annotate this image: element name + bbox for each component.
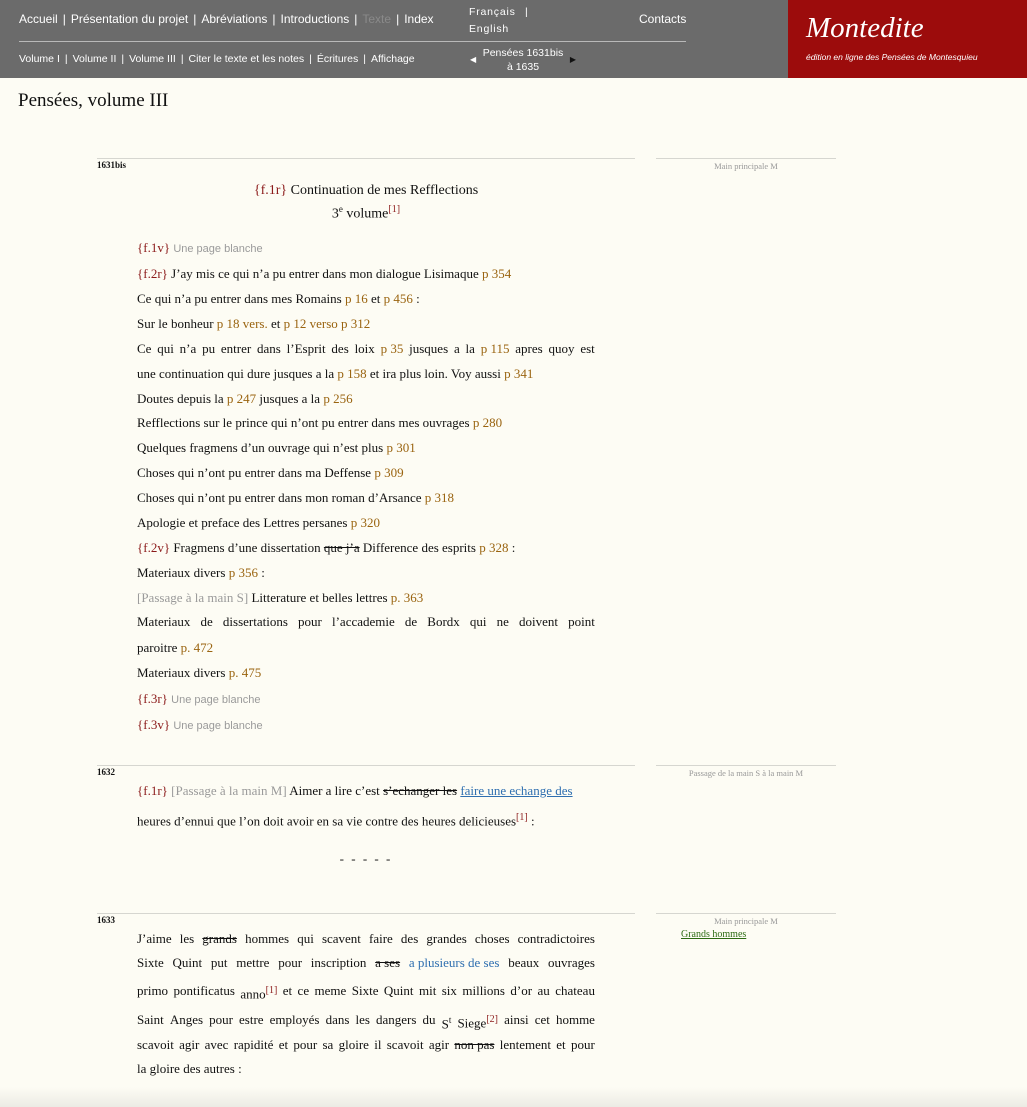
- line-text: et ira plus loin. Voy aussi: [366, 366, 505, 381]
- text-line: [137, 590, 595, 606]
- text-line: [137, 316, 595, 332]
- word: d’or: [510, 983, 533, 998]
- nav-volume-1[interactable]: Volume I: [19, 53, 60, 65]
- word: Bordx: [427, 614, 460, 629]
- line-text: jusques a la: [256, 391, 324, 406]
- nav-citer[interactable]: Citer le texte et les notes: [188, 53, 305, 65]
- line-text: J’ay mis ce qui n’a pu entrer dans mon dialogue Lisimaque: [171, 266, 482, 281]
- text-line: [137, 490, 595, 506]
- text-line: [137, 266, 595, 282]
- subtitle-text: volume: [342, 206, 389, 222]
- word: dissertations: [222, 614, 288, 629]
- entry-1633: [97, 913, 836, 1083]
- nav-texte-current: Texte: [362, 12, 392, 26]
- text-line: [137, 515, 595, 531]
- word: de: [404, 614, 418, 629]
- word: l’Esprit: [286, 341, 326, 356]
- folio-link[interactable]: {f.3r}: [137, 691, 168, 706]
- brand-logo[interactable]: Montedite: [806, 12, 924, 44]
- word: avec: [204, 1037, 229, 1052]
- page-ref-link[interactable]: p 12 verso: [283, 316, 338, 331]
- page-ref-link[interactable]: p. 363: [390, 590, 424, 605]
- nav-volume-2[interactable]: Volume II: [72, 53, 117, 65]
- line-text: :: [527, 813, 535, 829]
- word: millions: [462, 983, 505, 998]
- entry-1631bis: [97, 158, 836, 738]
- word-with-note: [457, 1012, 498, 1032]
- word: pour: [278, 955, 303, 970]
- word: S: [441, 1016, 449, 1032]
- subtitle-sup: e: [338, 204, 343, 214]
- deleted-text: grands: [202, 931, 237, 946]
- line-text: :: [257, 565, 265, 580]
- hand-note: Passage de la main S à la main M: [688, 768, 804, 778]
- word: quoy: [548, 341, 575, 356]
- entry-1632: [97, 765, 836, 875]
- word: scavent: [321, 931, 361, 946]
- line-text: Fragmens d’une dissertation: [170, 540, 324, 555]
- word: agir: [179, 1037, 200, 1052]
- next-arrow-icon[interactable]: ▶: [569, 55, 576, 64]
- page-ref-link[interactable]: p 312: [341, 316, 371, 331]
- line-text: Refflections sur le prince qui n’ont pu entrer dans mes ouvrages: [137, 415, 473, 430]
- word: du: [422, 1012, 436, 1027]
- page-ref-link[interactable]: p 354: [481, 266, 512, 281]
- page-ref-link[interactable]: p 341: [504, 366, 534, 381]
- bottom-edge: [0, 1087, 1027, 1107]
- word: dangers: [376, 1012, 417, 1027]
- word: mettre: [236, 955, 270, 970]
- word: pour: [570, 1037, 595, 1052]
- word: meme: [314, 983, 347, 998]
- folio-link[interactable]: {f.1v}: [137, 240, 171, 255]
- text-line: [137, 1012, 595, 1032]
- page-ref-link[interactable]: p 309: [374, 465, 404, 480]
- title-text: Continuation de mes Refflections: [290, 183, 479, 198]
- word: de: [200, 614, 213, 629]
- section-subtitle: [97, 204, 635, 223]
- text-line: [137, 691, 595, 708]
- word: pontificatus: [173, 983, 235, 998]
- prev-arrow-icon[interactable]: ◀: [470, 55, 477, 64]
- line-text: Materiaux divers: [137, 665, 229, 680]
- line-text: Ce qui n’a pu entrer dans mes Romains: [137, 291, 345, 306]
- word: J’aime: [137, 931, 172, 946]
- word: au: [537, 983, 550, 998]
- folio-link[interactable]: {f.1r}: [253, 183, 288, 198]
- page-ref-link[interactable]: p 18 vers.: [216, 316, 268, 331]
- text-line: [137, 810, 595, 829]
- pager-range-line2: à 1635: [506, 61, 540, 73]
- text-line: [137, 366, 595, 382]
- word: estre: [239, 1012, 264, 1027]
- page-ref-link[interactable]: p 456: [383, 291, 413, 306]
- entry-divider: [97, 765, 635, 766]
- nav-separator: |: [62, 12, 66, 26]
- word: choses: [474, 931, 510, 946]
- text-line: [137, 783, 595, 799]
- hand-change-note: [Passage à la main S]: [137, 590, 249, 605]
- line-text: et: [367, 291, 384, 306]
- line-text: Sur le bonheur: [137, 316, 217, 331]
- line-text: paroitre: [137, 640, 181, 655]
- word: qui: [157, 341, 174, 356]
- word: dans: [325, 1012, 350, 1027]
- folio-link[interactable]: {f.1r}: [137, 783, 168, 798]
- page-ref-link[interactable]: p 256: [323, 391, 353, 406]
- lang-english[interactable]: English: [469, 23, 510, 35]
- text-line: [137, 717, 595, 734]
- word: scavoit: [386, 1037, 424, 1052]
- nav-accueil[interactable]: Accueil: [19, 12, 58, 26]
- page-ref-link[interactable]: p 158: [337, 366, 367, 381]
- word: les: [179, 931, 195, 946]
- word: mit: [418, 983, 437, 998]
- entry-divider: [97, 158, 635, 159]
- word: qui: [469, 614, 487, 629]
- word: a: [453, 341, 460, 356]
- word: agir: [428, 1037, 450, 1052]
- page-ref-link[interactable]: p 16: [344, 291, 368, 306]
- side-divider: [656, 158, 836, 159]
- line-text: Materiaux divers: [137, 565, 229, 580]
- hand-note: Main principale M: [714, 161, 778, 171]
- blank-page-note: Une page blanche: [173, 243, 263, 255]
- superscript: t: [448, 1015, 452, 1025]
- blank-page-note: Une page blanche: [171, 694, 261, 706]
- lang-separator: |: [525, 6, 529, 18]
- word: beaux: [508, 955, 540, 970]
- note-ref[interactable]: [1]: [388, 204, 401, 215]
- word: Materiaux: [137, 614, 191, 629]
- word: doivent: [519, 614, 559, 629]
- text-line: [137, 291, 595, 307]
- folio-link[interactable]: {f.2r}: [137, 266, 168, 281]
- word: grandes: [426, 931, 467, 946]
- index-link-grands-hommes[interactable]: Grands hommes: [681, 929, 747, 940]
- word: put: [210, 955, 228, 970]
- text-line: [137, 240, 595, 257]
- nav-separator: |: [354, 12, 358, 26]
- word: gloire: [338, 1037, 369, 1052]
- entry-number: 1632: [97, 767, 115, 777]
- word: cet: [534, 1012, 550, 1027]
- subtitle-number: 3: [331, 206, 339, 222]
- word: Anges: [169, 1012, 204, 1027]
- nav-affichage[interactable]: Affichage: [371, 53, 415, 65]
- word: scavoit: [137, 1037, 174, 1052]
- word: contradictoires: [517, 931, 595, 946]
- folio-link[interactable]: {f.3v}: [137, 717, 171, 732]
- line-text: Apologie et preface des Lettres persanes: [137, 515, 351, 530]
- entry-number: 1631bis: [97, 160, 127, 170]
- brand-block[interactable]: [788, 0, 1027, 78]
- word: jusques: [409, 341, 449, 356]
- text-line: [137, 341, 595, 357]
- lang-francais[interactable]: Français: [469, 6, 516, 18]
- note-ref[interactable]: [1]: [516, 812, 528, 823]
- text-line: la gloire des autres :: [137, 1061, 242, 1076]
- line-text: une continuation qui dure jusques a la: [137, 366, 338, 381]
- line-text: Quelques fragmens d’un ouvrage qui n’est plus: [137, 440, 387, 455]
- nav-index[interactable]: Index: [404, 12, 434, 26]
- deleted-text: que j’a: [323, 540, 360, 555]
- text-line: [137, 614, 595, 630]
- deleted-text: non pas: [454, 1037, 495, 1052]
- line-text: Difference des esprits: [359, 540, 480, 555]
- word: l’accademie: [331, 614, 395, 629]
- word: dans: [256, 341, 281, 356]
- word: et: [556, 1037, 566, 1052]
- word: apres: [515, 341, 543, 356]
- page-ref-link[interactable]: p. 472: [180, 640, 214, 655]
- note-ref[interactable]: [1]: [265, 985, 278, 996]
- text-line: [137, 415, 595, 431]
- page-ref-link[interactable]: p 115: [480, 341, 510, 356]
- text-line: [137, 1037, 595, 1053]
- side-divider: [656, 765, 836, 766]
- word: homme: [555, 1012, 595, 1027]
- word: ainsi: [504, 1012, 529, 1027]
- word: pour: [209, 1012, 233, 1027]
- blank-page-note: Une page blanche: [173, 720, 263, 732]
- nav-contacts[interactable]: Contacts: [639, 12, 687, 26]
- text-line: [137, 640, 595, 656]
- line-text: Doutes depuis la: [137, 391, 227, 406]
- line-text: Choses qui n’ont pu entrer dans ma Deffense: [137, 465, 375, 480]
- nav-introductions[interactable]: Introductions: [280, 12, 350, 26]
- word: des: [331, 341, 349, 356]
- sub-nav: [19, 53, 415, 65]
- page-ref-link[interactable]: p. 475: [228, 665, 262, 680]
- entry-divider: [97, 913, 635, 914]
- text-line: [137, 540, 595, 556]
- word: pu: [202, 341, 216, 356]
- page-ref-link[interactable]: p 280: [472, 415, 503, 430]
- deleted-text: a ses: [375, 955, 401, 970]
- deleted-text: s’echanger les: [383, 783, 458, 798]
- page-title: Pensées, volume III: [18, 90, 169, 111]
- word: Sixte: [351, 983, 379, 998]
- text-line: [137, 955, 595, 971]
- main-nav: [19, 12, 434, 26]
- text-line: [137, 931, 595, 947]
- text-line: [137, 565, 595, 581]
- nav-presentation[interactable]: Présentation du projet: [70, 12, 189, 26]
- nav-ecritures[interactable]: Écritures: [316, 53, 359, 65]
- section-title: [97, 183, 635, 199]
- word: est: [580, 341, 595, 356]
- word: la: [465, 341, 475, 356]
- word: Saint: [137, 1012, 164, 1027]
- word: point: [568, 614, 595, 629]
- page-ref-link[interactable]: p 318: [424, 490, 454, 505]
- word: les: [355, 1012, 370, 1027]
- section-pager: [470, 46, 576, 74]
- added-text: a plusieurs de ses: [408, 955, 500, 970]
- site-header: [0, 0, 1027, 78]
- line-text: Choses qui n’ont pu entrer dans mon roman d’Arsance: [137, 490, 425, 505]
- nav-separator: |: [64, 53, 68, 65]
- hand-note: Main principale M: [714, 916, 778, 926]
- nav-separator: |: [180, 53, 184, 65]
- line-text: :: [412, 291, 420, 306]
- word: lentement: [499, 1037, 551, 1052]
- nav-volume-3[interactable]: Volume III: [129, 53, 176, 65]
- word: inscription: [310, 955, 367, 970]
- nav-separator: |: [272, 12, 276, 26]
- word: loix: [354, 341, 375, 356]
- word: chateau: [555, 983, 595, 998]
- word: ne: [496, 614, 509, 629]
- word: et: [282, 983, 293, 998]
- nav-separator: |: [363, 53, 367, 65]
- word: entrer: [220, 341, 252, 356]
- page-ref-link[interactable]: p 356: [228, 565, 258, 580]
- word: primo: [137, 983, 169, 998]
- word: Sixte: [137, 955, 164, 970]
- word: pour: [298, 614, 322, 629]
- text-line: [137, 440, 595, 456]
- pager-range-line1: Pensées 1631bis: [482, 47, 564, 59]
- folio-link[interactable]: {f.2v}: [137, 540, 171, 555]
- added-text: faire une echange des: [460, 783, 573, 798]
- page-ref-link[interactable]: p 301: [386, 440, 416, 455]
- word: rapidité: [233, 1037, 274, 1052]
- line-text: et: [267, 316, 284, 331]
- text-line: [137, 983, 595, 1002]
- word-with-sup: [442, 1012, 452, 1032]
- nav-separator: |: [121, 53, 125, 65]
- language-switcher: [469, 4, 529, 38]
- page-ref-link[interactable]: p 35: [380, 341, 404, 356]
- word: Quint: [383, 983, 414, 998]
- text-line: [137, 391, 595, 407]
- word: et: [278, 1037, 289, 1052]
- word: faire: [369, 931, 393, 946]
- line-text: Litterature et belles lettres: [248, 590, 391, 605]
- word: n’a: [179, 341, 197, 356]
- word: Siege: [457, 1015, 487, 1031]
- text-line: [137, 465, 595, 481]
- word: qui: [297, 931, 314, 946]
- word: hommes: [245, 931, 290, 946]
- nav-separator: |: [309, 53, 312, 65]
- word: des: [400, 931, 419, 946]
- nav-separator: |: [396, 12, 400, 26]
- word-with-note: [240, 983, 277, 1002]
- word: il: [374, 1037, 382, 1052]
- word: ouvrages: [548, 955, 595, 970]
- line-text: heures d’ennui que l’on doit avoir en sa vie contre des heures delicieuses: [137, 813, 517, 829]
- nav-separator: |: [193, 12, 197, 26]
- side-divider: [656, 913, 836, 914]
- note-ref[interactable]: [2]: [486, 1014, 498, 1025]
- text-line: [137, 665, 595, 681]
- word: anno: [240, 986, 266, 1002]
- line-text: Aimer a lire c’est: [286, 783, 384, 798]
- word: ce: [297, 983, 310, 998]
- entry-number: 1633: [97, 915, 115, 925]
- page-ref-link[interactable]: p 328: [479, 540, 509, 555]
- word: employés: [269, 1012, 320, 1027]
- word: six: [441, 983, 457, 998]
- nav-abreviations[interactable]: Abréviations: [201, 12, 268, 26]
- hand-change-note: [Passage à la main M]: [171, 783, 287, 798]
- page-ref-link[interactable]: p 320: [350, 515, 380, 530]
- brand-tagline: édition en ligne des Pensées de Montesquieu: [806, 52, 978, 62]
- word: pour: [293, 1037, 318, 1052]
- word: Quint: [172, 955, 203, 970]
- word: sa: [322, 1037, 334, 1052]
- word: Ce: [137, 341, 152, 356]
- header-divider: [19, 41, 686, 42]
- page-ref-link[interactable]: p 247: [226, 391, 257, 406]
- line-text: :: [508, 540, 516, 555]
- section-separator: - - - - -: [339, 851, 393, 866]
